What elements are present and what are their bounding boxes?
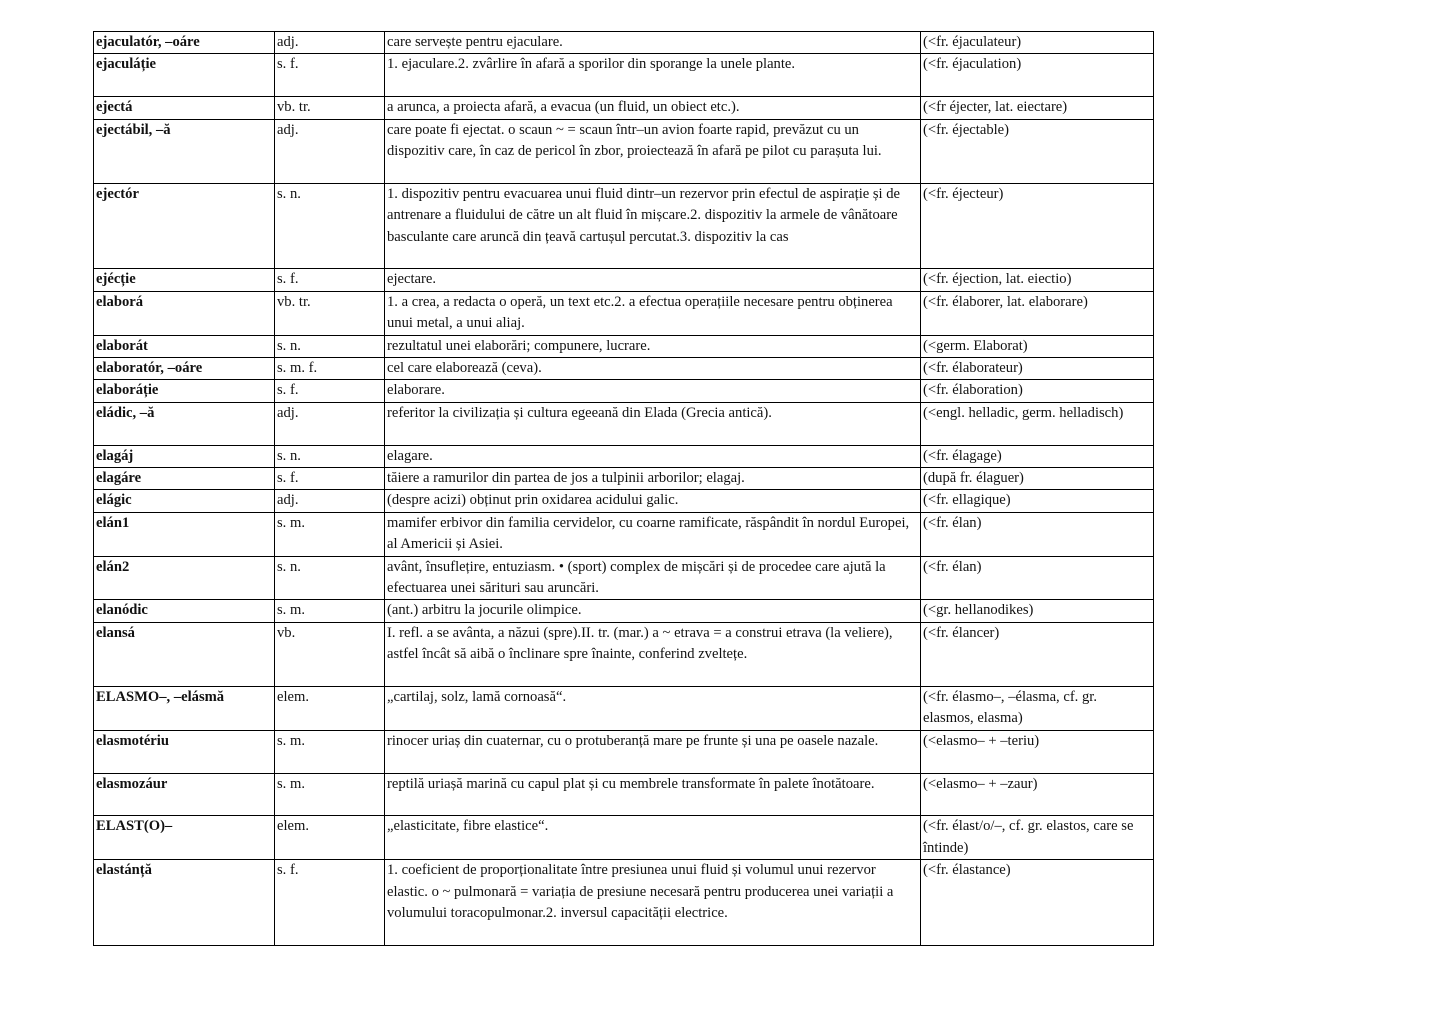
dictionary-row — [94, 468, 1154, 490]
dictionary-row — [94, 687, 1154, 731]
entry-etymology: (<fr. élaborer, lat. elaborare) — [921, 291, 1154, 335]
entry-definition: referitor la civilizația și cultura egeeană din Elada (Grecia antică). — [385, 402, 921, 445]
dictionary-row — [94, 97, 1154, 119]
entry-definition: mamifer erbivor din familia cervidelor, cu coarne ramificate, răspândit în nordul Europei, al Americii și Asiei. — [385, 512, 921, 556]
entry-definition: 1. dispozitiv pentru evacuarea unui fluid dintr–un rezervor prin efectul de aspirație și de antrenare a fluidului de către un alt fluid în mișcare.2. dispozitiv la armele de vânătoare basculante care aruncă din țeavă cartușul percutat.3. dispozitiv la cas — [385, 183, 921, 269]
entry-definition: „elasticitate, fibre elastice“. — [385, 816, 921, 860]
entry-definition: rezultatul unei elaborări; compunere, lucrare. — [385, 335, 921, 357]
entry-term: elágic — [94, 490, 275, 512]
dictionary-row — [94, 380, 1154, 402]
entry-term: eládic, –ă — [94, 402, 275, 445]
entry-term: elagáj — [94, 445, 275, 467]
entry-part-of-speech: elem. — [275, 687, 385, 731]
dictionary-row — [94, 512, 1154, 556]
entry-definition: care poate fi ejectat. o scaun ~ = scaun într–un avion foarte rapid, prevăzut cu un dispozitiv care, în caz de pericol în zbor, proiectează în afară pe pilot cu parașuta lui. — [385, 119, 921, 183]
entry-term: elastánță — [94, 860, 275, 946]
entry-term: elaboráție — [94, 380, 275, 402]
entry-term: elaborá — [94, 291, 275, 335]
entry-etymology: (<fr. éjaculation) — [921, 54, 1154, 97]
entry-definition: 1. ejaculare.2. zvârlire în afară a sporilor din sporange la unele plante. — [385, 54, 921, 97]
dictionary-row — [94, 183, 1154, 269]
entry-definition: (despre acizi) obținut prin oxidarea acidului galic. — [385, 490, 921, 512]
dictionary-row — [94, 119, 1154, 183]
entry-term: ejectá — [94, 97, 275, 119]
entry-definition: cel care elaborează (ceva). — [385, 358, 921, 380]
entry-part-of-speech: s. f. — [275, 54, 385, 97]
dictionary-row — [94, 773, 1154, 816]
entry-etymology: (<germ. Elaborat) — [921, 335, 1154, 357]
entry-etymology: (<fr. élaboration) — [921, 380, 1154, 402]
entry-etymology: (<fr. ellagique) — [921, 490, 1154, 512]
dictionary-row — [94, 622, 1154, 686]
entry-part-of-speech: s. n. — [275, 335, 385, 357]
entry-etymology: (<elasmo– + –zaur) — [921, 773, 1154, 816]
entry-etymology: (<gr. hellanodikes) — [921, 600, 1154, 622]
entry-definition: rinocer uriaș din cuaternar, cu o protuberanță mare pe frunte și una pe oasele nazale. — [385, 730, 921, 773]
entry-definition: I. refl. a se avânta, a năzui (spre).II. tr. (mar.) a ~ etrava = a construi etrava (la veliere), astfel încât să aibă o înclinare spre înainte, conferind zveltețe. — [385, 622, 921, 686]
entry-etymology: (<fr. élan) — [921, 512, 1154, 556]
dictionary-row — [94, 490, 1154, 512]
entry-term: elaborát — [94, 335, 275, 357]
entry-etymology: (<fr. élancer) — [921, 622, 1154, 686]
dictionary-row — [94, 54, 1154, 97]
entry-part-of-speech: adj. — [275, 119, 385, 183]
entry-term: elagáre — [94, 468, 275, 490]
entry-part-of-speech: s. m. — [275, 730, 385, 773]
entry-part-of-speech: s. m. — [275, 773, 385, 816]
entry-definition: ejectare. — [385, 269, 921, 291]
entry-part-of-speech: s. m. — [275, 512, 385, 556]
entry-part-of-speech: adj. — [275, 32, 385, 54]
entry-term: elasmozáur — [94, 773, 275, 816]
entry-definition: (ant.) arbitru la jocurile olimpice. — [385, 600, 921, 622]
dictionary-row — [94, 269, 1154, 291]
entry-etymology: (<fr. éjection, lat. eiectio) — [921, 269, 1154, 291]
entry-part-of-speech: s. f. — [275, 468, 385, 490]
entry-etymology: (<engl. helladic, germ. helladisch) — [921, 402, 1154, 445]
dictionary-row — [94, 291, 1154, 335]
entry-definition: reptilă uriașă marină cu capul plat și cu membrele transformate în palete înotătoare. — [385, 773, 921, 816]
entry-term: ELAST(O)– — [94, 816, 275, 860]
entry-part-of-speech: vb. tr. — [275, 291, 385, 335]
entry-definition: elaborare. — [385, 380, 921, 402]
entry-part-of-speech: s. m. — [275, 600, 385, 622]
entry-part-of-speech: s. f. — [275, 860, 385, 946]
dictionary-row — [94, 816, 1154, 860]
entry-term: elán2 — [94, 556, 275, 600]
dictionary-row — [94, 32, 1154, 54]
entry-term: elaboratór, –oáre — [94, 358, 275, 380]
entry-part-of-speech: s. n. — [275, 445, 385, 467]
entry-term: ejectábil, –ă — [94, 119, 275, 183]
entry-etymology: (<fr. élast/o/–, cf. gr. elastos, care se întinde) — [921, 816, 1154, 860]
entry-part-of-speech: vb. tr. — [275, 97, 385, 119]
dictionary-table — [93, 31, 1154, 946]
entry-term: ejaculatór, –oáre — [94, 32, 275, 54]
entry-etymology: (<fr. élasmo–, –élasma, cf. gr. elasmos, elasma) — [921, 687, 1154, 731]
entry-definition: „cartilaj, solz, lamă cornoasă“. — [385, 687, 921, 731]
entry-definition: care servește pentru ejaculare. — [385, 32, 921, 54]
entry-part-of-speech: s. f. — [275, 380, 385, 402]
entry-part-of-speech: elem. — [275, 816, 385, 860]
entry-etymology: (după fr. élaguer) — [921, 468, 1154, 490]
entry-definition: a arunca, a proiecta afară, a evacua (un fluid, un obiect etc.). — [385, 97, 921, 119]
entry-term: elán1 — [94, 512, 275, 556]
entry-part-of-speech: s. m. f. — [275, 358, 385, 380]
entry-part-of-speech: adj. — [275, 490, 385, 512]
dictionary-row — [94, 860, 1154, 946]
dictionary-row — [94, 730, 1154, 773]
dictionary-row — [94, 445, 1154, 467]
dictionary-row — [94, 556, 1154, 600]
entry-term: elansá — [94, 622, 275, 686]
entry-part-of-speech: adj. — [275, 402, 385, 445]
entry-definition: avânt, însuflețire, entuziasm. • (sport) complex de mișcări și de procedee care ajută la efectuarea unei sărituri sau aruncări. — [385, 556, 921, 600]
entry-term: elasmotériu — [94, 730, 275, 773]
entry-definition: elagare. — [385, 445, 921, 467]
entry-term: ejécție — [94, 269, 275, 291]
entry-etymology: (<fr. éjaculateur) — [921, 32, 1154, 54]
entry-term: ejaculáție — [94, 54, 275, 97]
dictionary-row — [94, 402, 1154, 445]
entry-etymology: (<fr. élastance) — [921, 860, 1154, 946]
entry-part-of-speech: s. n. — [275, 556, 385, 600]
dictionary-body — [94, 32, 1154, 946]
entry-etymology: (<elasmo– + –teriu) — [921, 730, 1154, 773]
entry-term: ELASMO–, –elásmă — [94, 687, 275, 731]
dictionary-row — [94, 600, 1154, 622]
dictionary-row — [94, 358, 1154, 380]
entry-etymology: (<fr. élaborateur) — [921, 358, 1154, 380]
entry-part-of-speech: vb. — [275, 622, 385, 686]
entry-etymology: (<fr. éjectable) — [921, 119, 1154, 183]
dictionary-row — [94, 335, 1154, 357]
entry-etymology: (<fr. éjecteur) — [921, 183, 1154, 269]
entry-definition: 1. coeficient de proporționalitate între presiunea unui fluid și volumul unui rezervor elastic. o ~ pulmonară = variația de presiune necesară pentru producerea unei variații a volumului toracopulmonar.2. inversul capacității electrice. — [385, 860, 921, 946]
entry-part-of-speech: s. f. — [275, 269, 385, 291]
entry-etymology: (<fr. élan) — [921, 556, 1154, 600]
entry-definition: tăiere a ramurilor din partea de jos a tulpinii arborilor; elagaj. — [385, 468, 921, 490]
entry-etymology: (<fr. élagage) — [921, 445, 1154, 467]
entry-term: elanódic — [94, 600, 275, 622]
entry-part-of-speech: s. n. — [275, 183, 385, 269]
entry-term: ejectór — [94, 183, 275, 269]
entry-definition: 1. a crea, a redacta o operă, un text etc.2. a efectua operațiile necesare pentru obținerea unui metal, a unui aliaj. — [385, 291, 921, 335]
entry-etymology: (<fr éjecter, lat. eiectare) — [921, 97, 1154, 119]
